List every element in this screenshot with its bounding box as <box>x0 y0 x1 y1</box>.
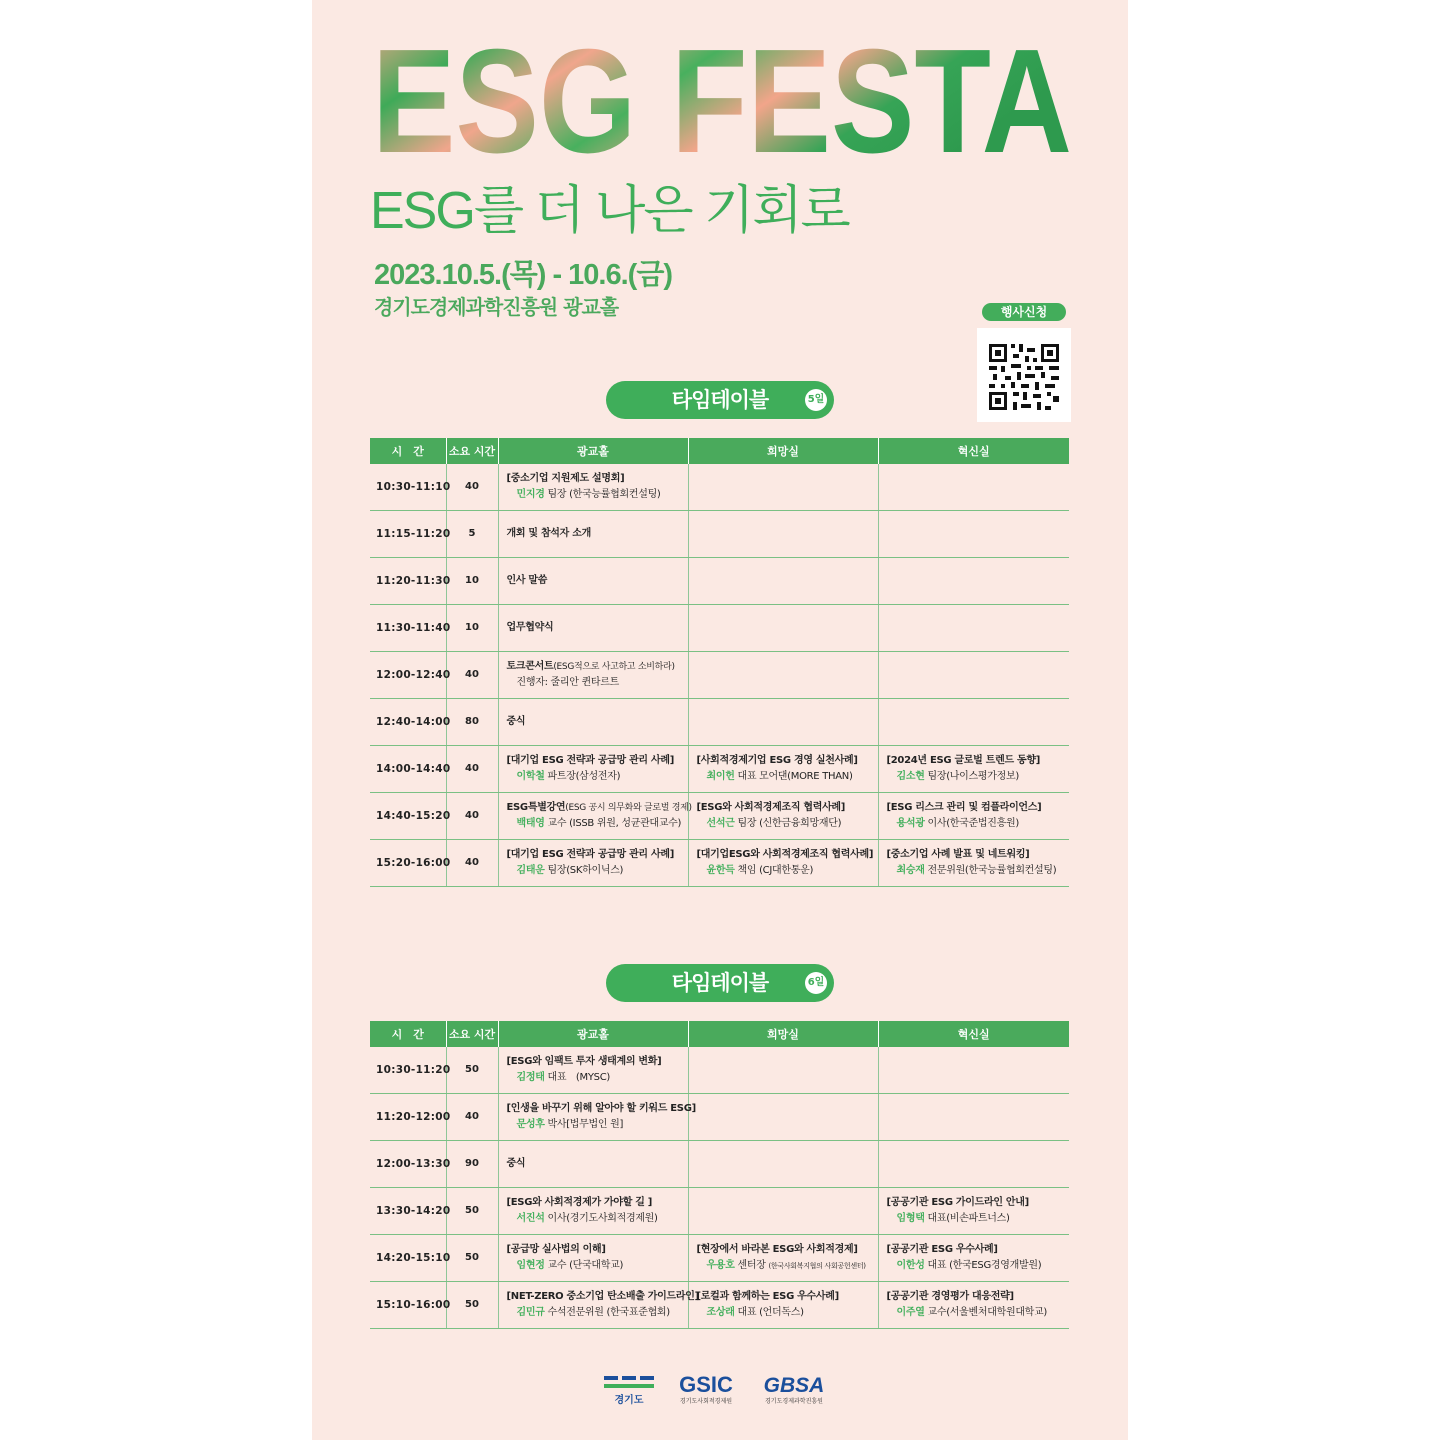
session-cell <box>498 1282 699 1329</box>
session-title-text: 중식 <box>506 1158 526 1169</box>
session-title <box>887 847 1070 863</box>
time-cell: 10:30-11:10 <box>370 464 446 511</box>
speaker <box>887 1211 1070 1227</box>
speaker <box>507 675 688 691</box>
apply-badge: 행사신청 <box>982 303 1066 321</box>
speaker-role: 팀장(SK하이닉스) <box>547 865 624 876</box>
session-cell <box>878 1188 1069 1235</box>
session-cell <box>878 511 1069 558</box>
session-cell <box>688 464 878 511</box>
session-cell <box>688 1141 878 1188</box>
session-title-text: [대기업 ESG 전략과 공급망 관리 사례] <box>506 849 674 860</box>
speaker <box>507 769 688 785</box>
speaker-name: 조상래 <box>706 1307 735 1318</box>
session-cell <box>878 840 1069 887</box>
duration-cell: 40 <box>446 840 498 887</box>
session-cell <box>688 1047 878 1094</box>
duration-cell: 40 <box>446 652 498 699</box>
column-header: 광교홀 <box>498 438 688 464</box>
session-title <box>506 1289 699 1305</box>
time-cell: 15:20-16:00 <box>370 840 446 887</box>
speaker-name: 최이헌 <box>706 771 735 782</box>
gbsa-caption: 경기도경제과학진흥원 <box>765 1398 823 1405</box>
speaker-name: 김정태 <box>516 1072 545 1083</box>
gbsa-wordmark: GBSA <box>763 1374 825 1397</box>
session-cell <box>878 558 1069 605</box>
time-cell: 14:20-15:10 <box>370 1235 446 1282</box>
speaker-role: 대표 모어댄(MORE THAN) <box>737 771 853 782</box>
column-header: 혁신실 <box>878 438 1069 464</box>
session-title-text: [공공기관 ESG 우수사례] <box>886 1244 998 1255</box>
session-cell <box>688 1188 878 1235</box>
table-row <box>370 652 1069 699</box>
speaker <box>507 1305 688 1321</box>
column-header: 희망실 <box>688 1021 878 1047</box>
speaker-role: 팀장(나이스평가정보) <box>927 771 1019 782</box>
speaker-role: 책임 (CJ대한통운) <box>737 865 814 876</box>
speaker-name: 이학철 <box>516 771 545 782</box>
speaker <box>507 863 688 879</box>
column-header: 시 간 <box>370 1021 446 1047</box>
table-row <box>370 1188 1069 1235</box>
session-title-text: 업무협약식 <box>506 622 554 633</box>
session-title-text: [2024년 ESG 글로벌 트렌드 동향] <box>886 755 1040 766</box>
timetable-day2-badge <box>606 964 834 1002</box>
session-cell <box>878 793 1069 840</box>
session-title <box>507 526 688 542</box>
table-row <box>370 793 1069 840</box>
table-row <box>370 1141 1069 1188</box>
session-title-text: [공공기관 경영평가 대응전략] <box>886 1291 1014 1302</box>
session-cell <box>498 511 688 558</box>
session-title <box>507 1156 688 1172</box>
session-title-text: [대기업 ESG 전략과 공급망 관리 사례] <box>506 755 674 766</box>
subtitle: ESG를 더 나은 기회로 <box>370 182 849 240</box>
time-cell: 15:10-16:00 <box>370 1282 446 1329</box>
speaker <box>507 1117 688 1133</box>
speaker <box>887 769 1070 785</box>
session-cell <box>498 1188 688 1235</box>
session-title <box>507 1195 688 1211</box>
speaker-name: 최승재 <box>896 865 925 876</box>
session-cell <box>878 652 1069 699</box>
session-cell <box>878 1047 1069 1094</box>
session-title-note: (ESG 공시 의무화와 글로벌 경제) <box>565 803 692 813</box>
speaker-role: 박사[법무법인 원] <box>547 1119 624 1130</box>
table-row <box>370 699 1069 746</box>
duration-cell: 40 <box>446 793 498 840</box>
speaker-name: 윤한득 <box>706 865 735 876</box>
duration-cell: 40 <box>446 464 498 511</box>
speaker <box>887 863 1070 879</box>
time-cell: 11:15-11:20 <box>370 511 446 558</box>
speaker-role: 교수(서울벤처대학원대학교) <box>927 1307 1048 1318</box>
session-title <box>887 1242 1070 1258</box>
speaker-name: 이한성 <box>896 1260 925 1271</box>
table-row <box>370 1282 1069 1329</box>
session-cell <box>688 1094 878 1141</box>
speaker-role: 수석전문위원 (한국표준협회) <box>547 1307 670 1318</box>
session-title <box>697 1242 878 1258</box>
session-title <box>507 847 688 863</box>
session-title-text: 중식 <box>506 716 526 727</box>
session-cell <box>688 1282 878 1329</box>
speaker <box>697 769 878 785</box>
table-row <box>370 558 1069 605</box>
speaker <box>887 1305 1070 1321</box>
session-title <box>507 573 688 589</box>
speaker-role: 대표 (한국ESG경영개발원) <box>927 1260 1042 1271</box>
speaker-name: 문성후 <box>516 1119 545 1130</box>
speaker <box>887 816 1070 832</box>
speaker-role: 파트장(삼성전자) <box>547 771 621 782</box>
session-title <box>507 753 688 769</box>
time-cell: 12:00-12:40 <box>370 652 446 699</box>
session-title-text: 개회 및 참석자 소개 <box>506 528 591 539</box>
duration-cell: 40 <box>446 746 498 793</box>
duration-cell: 80 <box>446 699 498 746</box>
day-badge: 5일 <box>805 389 827 411</box>
session-title <box>697 753 878 769</box>
speaker-name: 임형택 <box>896 1213 925 1224</box>
session-title <box>887 1195 1070 1211</box>
time-cell: 11:30-11:40 <box>370 605 446 652</box>
session-cell <box>498 558 688 605</box>
speaker <box>697 863 878 879</box>
session-title-note: (ESG적으로 사고하고 소비하라) <box>553 662 675 672</box>
speaker-name: 백태영 <box>516 818 545 829</box>
speaker-role: 이사(경기도사회적경제원) <box>547 1213 658 1224</box>
session-title <box>506 1101 696 1117</box>
session-title <box>506 800 692 816</box>
speaker-name: 우용호 <box>706 1260 735 1271</box>
speaker-name: 김소현 <box>896 771 925 782</box>
session-title-text: 인사 말씀 <box>506 575 548 586</box>
footer-logos <box>602 1370 842 1410</box>
table-row <box>370 464 1069 511</box>
gsic-caption: 경기도사회적경제원 <box>679 1398 733 1405</box>
session-title-text: [중소기업 사례 발표 및 네트워킹] <box>886 849 1030 860</box>
session-cell <box>498 1047 688 1094</box>
session-title <box>507 471 688 487</box>
session-cell <box>688 1235 878 1282</box>
speaker-role: 교수 (ISSB 위원, 성균관대교수) <box>547 818 682 829</box>
session-cell <box>878 1235 1069 1282</box>
session-title <box>697 800 878 816</box>
speaker-role: 대표 (언더독스) <box>737 1307 804 1318</box>
gsic-logo <box>679 1372 733 1405</box>
duration-cell: 50 <box>446 1282 498 1329</box>
column-header: 시 간 <box>370 438 446 464</box>
event-date: 2023.10.5.(목) - 10.6.(금) <box>374 259 672 291</box>
duration-cell: 10 <box>446 605 498 652</box>
session-title-text: [공급망 실사법의 이해] <box>506 1244 606 1255</box>
session-title <box>507 659 688 675</box>
time-cell: 13:30-14:20 <box>370 1188 446 1235</box>
session-cell <box>878 1141 1069 1188</box>
duration-cell: 10 <box>446 558 498 605</box>
session-cell <box>878 464 1069 511</box>
session-title-text: [중소기업 지원제도 설명회] <box>506 473 625 484</box>
speaker <box>697 1258 878 1274</box>
session-cell <box>688 699 878 746</box>
timetable-label: 타임테이블 <box>671 971 769 995</box>
time-cell: 12:00-13:30 <box>370 1141 446 1188</box>
speaker-name: 서진석 <box>516 1213 545 1224</box>
esg-festa-title <box>370 19 1080 184</box>
session-cell <box>878 699 1069 746</box>
time-cell: 11:20-12:00 <box>370 1094 446 1141</box>
session-cell <box>878 1282 1069 1329</box>
gyeonggi-logo <box>604 1376 654 1406</box>
session-cell <box>878 605 1069 652</box>
session-title-text: [ESG와 사회적경제조직 협력사례] <box>696 802 846 813</box>
time-cell: 14:00-14:40 <box>370 746 446 793</box>
gyeonggi-caption: 경기도 <box>614 1395 644 1406</box>
time-cell: 11:20-11:30 <box>370 558 446 605</box>
session-cell <box>498 699 688 746</box>
session-cell <box>498 793 692 840</box>
session-title <box>507 1242 688 1258</box>
session-cell <box>498 1141 688 1188</box>
session-title-text: 토크콘서트 <box>506 661 554 672</box>
speaker <box>507 487 688 503</box>
speaker-name: 김민규 <box>516 1307 545 1318</box>
column-header: 소요 시간 <box>446 1021 498 1047</box>
duration-cell: 40 <box>446 1094 498 1141</box>
session-title-text: [공공기관 ESG 가이드라인 안내] <box>886 1197 1029 1208</box>
table-row <box>370 511 1069 558</box>
speaker <box>697 816 878 832</box>
session-title-text: [ESG와 사회적경제가 가야할 길 ] <box>506 1197 653 1208</box>
speaker-role: 진행자: 줄리안 퀸타르트 <box>516 677 619 688</box>
day-badge: 6일 <box>805 972 827 994</box>
table-row <box>370 605 1069 652</box>
duration-cell: 5 <box>446 511 498 558</box>
column-header: 소요 시간 <box>446 438 498 464</box>
time-cell: 12:40-14:00 <box>370 699 446 746</box>
time-cell: 14:40-15:20 <box>370 793 446 840</box>
session-cell <box>688 558 878 605</box>
table-row <box>370 840 1069 887</box>
speaker <box>507 1070 688 1086</box>
speaker <box>697 1305 878 1321</box>
session-title <box>697 847 878 863</box>
session-title-text: [NET-ZERO 중소기업 탄소배출 가이드라인] <box>506 1291 699 1302</box>
session-title <box>887 753 1070 769</box>
duration-cell: 50 <box>446 1047 498 1094</box>
session-cell <box>498 746 688 793</box>
session-cell <box>688 746 878 793</box>
title-text: ESG FESTA <box>372 19 1072 184</box>
session-cell <box>498 605 688 652</box>
session-title-text: ESG특별강연 <box>506 802 566 813</box>
session-title <box>507 1054 688 1070</box>
speaker-role: 이사(한국준법진흥원) <box>927 818 1019 829</box>
poster <box>312 0 1128 1440</box>
speaker-role: 대표 (MYSC) <box>547 1072 610 1083</box>
speaker-role: 대표(비손파트너스) <box>927 1213 1010 1224</box>
gbsa-logo <box>764 1374 825 1405</box>
session-cell <box>498 464 688 511</box>
column-header: 혁신실 <box>878 1021 1069 1047</box>
session-title-text: [현장에서 바라본 ESG와 사회적경제] <box>696 1244 858 1255</box>
speaker-name: 김태운 <box>516 865 545 876</box>
speaker <box>507 816 688 832</box>
session-title-text: [사회적경제기업 ESG 경영 실천사례] <box>696 755 858 766</box>
table-row <box>370 1235 1069 1282</box>
timetable-label: 타임테이블 <box>671 388 769 412</box>
speaker-role: 교수 (단국대학교) <box>547 1260 624 1271</box>
session-title-text: [로컬과 함께하는 ESG 우수사례] <box>696 1291 839 1302</box>
speaker-name: 민지경 <box>516 489 545 500</box>
speaker-role: 센터장 <box>737 1260 766 1271</box>
session-title-text: [대기업ESG와 사회적경제조직 협력사례] <box>696 849 874 860</box>
session-title-text: [ESG와 임팩트 투자 생태계의 변화] <box>506 1056 662 1067</box>
speaker-name: 용석광 <box>896 818 925 829</box>
speaker-name: 이주열 <box>896 1307 925 1318</box>
session-title <box>887 800 1070 816</box>
speaker-name: 선석근 <box>706 818 735 829</box>
column-header: 희망실 <box>688 438 878 464</box>
session-title-text: [인생을 바꾸기 위해 알아야 할 키워드 ESG] <box>506 1103 696 1114</box>
session-title <box>887 1289 1070 1305</box>
table-row <box>370 746 1069 793</box>
session-cell <box>688 840 878 887</box>
duration-cell: 50 <box>446 1235 498 1282</box>
session-cell <box>498 652 688 699</box>
column-header: 광교홀 <box>498 1021 688 1047</box>
speaker-role: 팀장 (신한금융희망재단) <box>737 818 842 829</box>
session-title <box>507 620 688 636</box>
duration-cell: 90 <box>446 1141 498 1188</box>
session-cell <box>878 746 1069 793</box>
qr-code-icon[interactable] <box>977 328 1071 422</box>
timetable-day1-badge <box>606 381 834 419</box>
event-venue: 경기도경제과학진흥원 광교홀 <box>374 295 619 319</box>
duration-cell: 50 <box>446 1188 498 1235</box>
speaker-name: 임현정 <box>516 1260 545 1271</box>
session-cell <box>688 605 878 652</box>
speaker-role-note: (한국사회복지협의 사회공헌센터) <box>768 1262 866 1270</box>
speaker <box>887 1258 1070 1274</box>
session-cell <box>498 840 688 887</box>
session-title-text: [ESG 리스크 관리 및 컴플라이언스] <box>886 802 1042 813</box>
timetable-day1 <box>370 438 1069 887</box>
session-cell <box>498 1235 688 1282</box>
speaker <box>507 1211 688 1227</box>
session-cell <box>688 511 878 558</box>
session-cell <box>688 793 878 840</box>
session-cell <box>498 1094 696 1141</box>
gsic-wordmark: GSIC <box>679 1372 733 1397</box>
speaker <box>507 1258 688 1274</box>
table-row <box>370 1047 1069 1094</box>
table-row <box>370 1094 1069 1141</box>
session-title <box>507 714 688 730</box>
timetable-day2 <box>370 1021 1069 1329</box>
session-cell <box>878 1094 1069 1141</box>
session-title <box>697 1289 878 1305</box>
speaker-role: 팀장 (한국능률협회컨설팅) <box>547 489 661 500</box>
session-cell <box>688 652 878 699</box>
time-cell: 10:30-11:20 <box>370 1047 446 1094</box>
speaker-role: 전문위원(한국능률협회컨설팅) <box>927 865 1057 876</box>
